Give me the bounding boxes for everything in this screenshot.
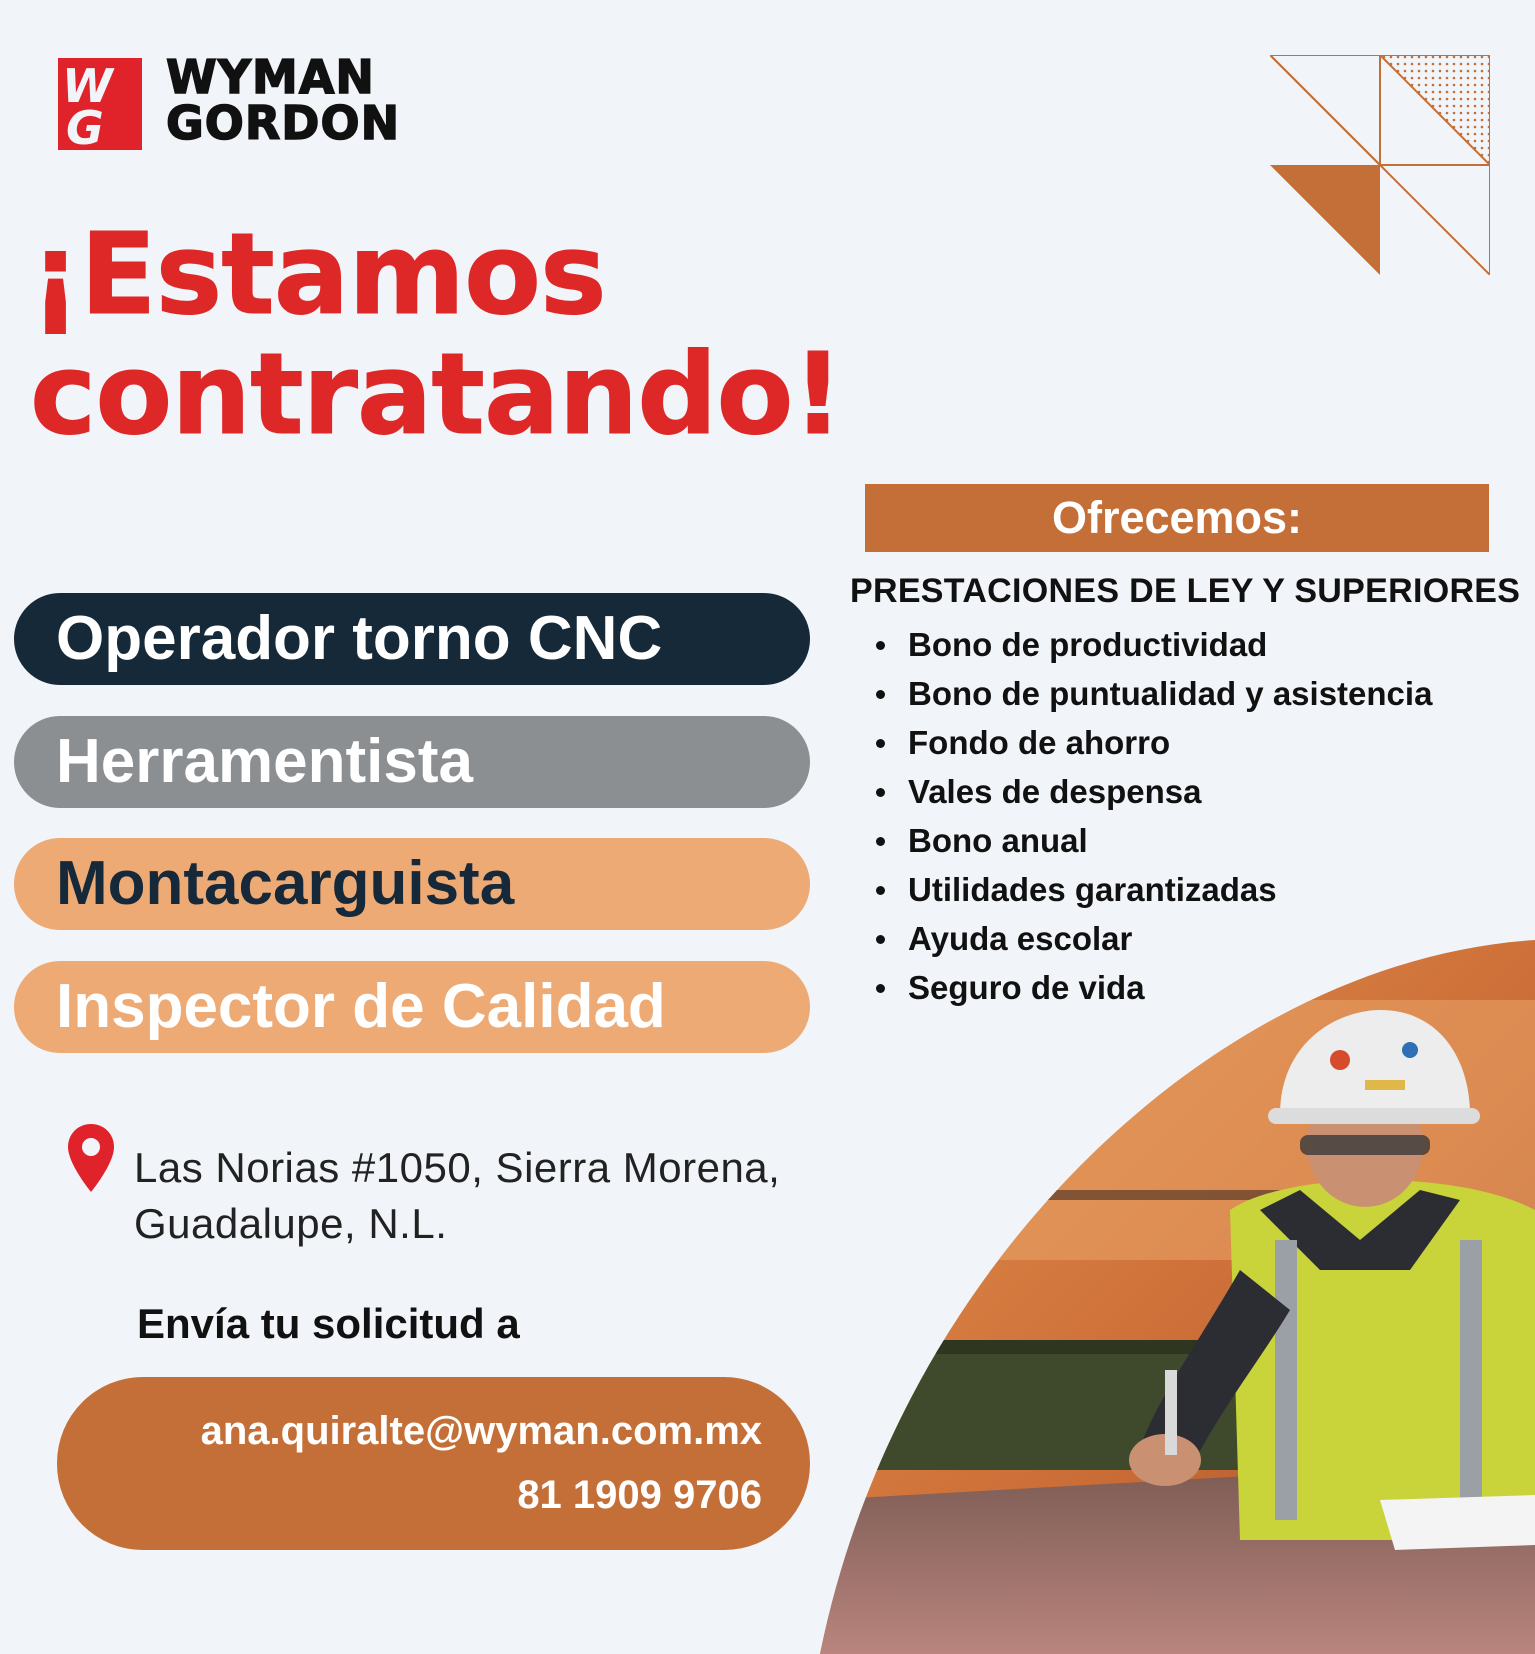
benefit-item: Vales de despensa [872,767,1432,816]
location-pin-icon [66,1122,116,1194]
brand-logo [58,50,428,154]
address-line-2: Guadalupe, N.L. [134,1200,448,1247]
job-montacarguista: Montacarguista [14,838,810,930]
benefit-item: Fondo de ahorro [872,718,1432,767]
benefit-item: Ayuda escolar [872,914,1432,963]
contact-email[interactable]: ana.quiralte@wyman.com.mx [200,1409,762,1453]
svg-text:G: G [66,101,104,150]
benefits-title: PRESTACIONES DE LEY Y SUPERIORES [850,572,1521,610]
brand-line-2: GORDON [166,96,401,150]
send-application-label: Envía tu solicitud a [137,1300,520,1347]
job-operador-torno-cnc: Operador torno CNC [14,593,810,685]
contact-phone[interactable]: 81 1909 9706 [517,1473,762,1517]
benefit-item: Bono de productividad [872,620,1432,669]
headline-line-1: ¡Estamos [30,210,606,340]
headline [30,210,843,460]
brand-line-1: WYMAN [166,50,375,104]
worker-photo [820,940,1535,1654]
job-herramentista: Herramentista [14,716,810,808]
benefit-item: Bono anual [872,816,1432,865]
benefit-item: Bono de puntualidad y asistencia [872,669,1432,718]
contact-box [57,1377,810,1550]
address-line-1: Las Norias #1050, Sierra Morena, [134,1144,781,1191]
brand-wordmark [166,50,436,150]
benefit-item: Seguro de vida [872,963,1432,1012]
offer-header: Ofrecemos: [865,484,1489,552]
triangle-decoration-icon [1270,55,1490,275]
wyman-gordon-monogram-icon [58,58,142,150]
job-inspector-de-calidad: Inspector de Calidad [14,961,810,1053]
headline-line-2: contratando! [30,330,843,460]
address [134,1140,780,1252]
benefit-item: Utilidades garantizadas [872,865,1432,914]
svg-text:W: W [62,59,113,113]
